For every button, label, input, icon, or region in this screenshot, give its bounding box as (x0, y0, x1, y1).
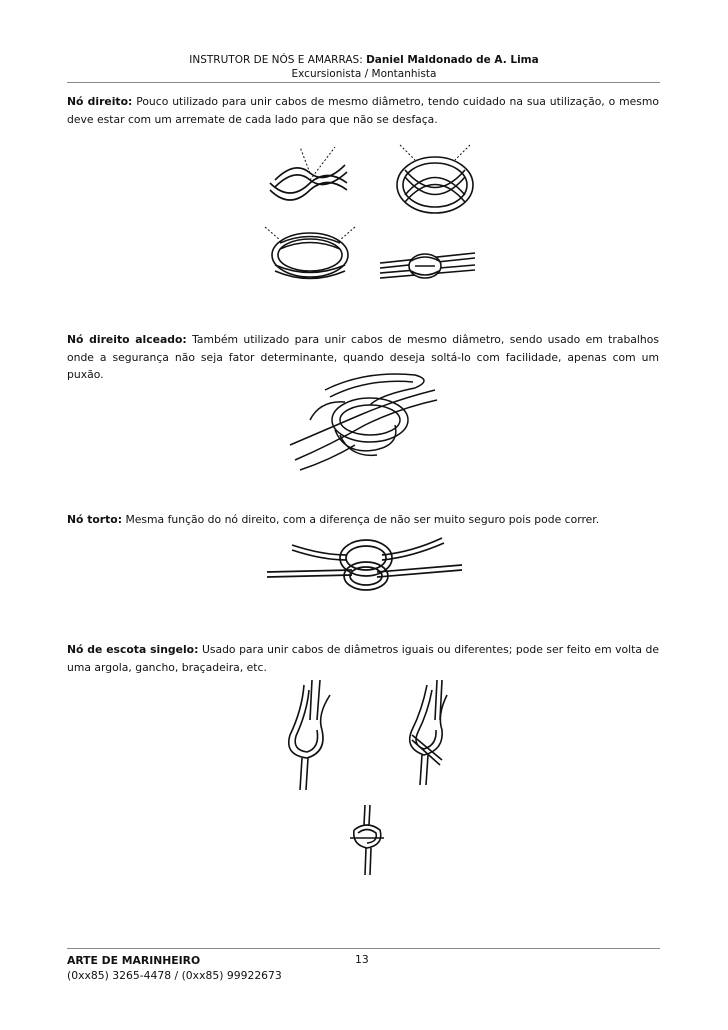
header-prefix: INSTRUTOR DE NÓS E AMARRAS: (189, 54, 363, 66)
section-no-torto (67, 511, 659, 529)
granny-knot-icon (262, 530, 467, 620)
footer-title: ARTE DE MARINHEIRO (67, 954, 201, 967)
footer-phones: (0xx85) 3265-4478 / (0xx85) 99922673 (67, 969, 282, 982)
section-term: Nó direito: (67, 95, 133, 108)
page-number: 13 (355, 953, 369, 966)
page-footer (67, 953, 282, 983)
section-text: Também utilizado para unir cabos de mesmo diâmetro, sendo usado em trabalhos onde a segurança não seja fator determinante, quando deseja soltá-lo com facilidade, apenas com um puxão. (67, 333, 659, 381)
section-no-direito (67, 93, 659, 128)
section-text: Usado para unir cabos de diâmetros iguais ou diferentes; pode ser feito em volta de uma argola, gancho, braçadeira, etc. (67, 643, 659, 674)
section-term: Nó de escota singelo: (67, 643, 199, 656)
section-text: Mesma função do nó direito, com a diferença de não ser muito seguro pois pode correr. (125, 513, 600, 526)
page-header (0, 53, 728, 81)
section-term: Nó torto: (67, 513, 123, 526)
footer-divider (67, 948, 660, 949)
square-knot-icon (255, 135, 485, 295)
header-subtitle: Excursionista / Montanhista (291, 68, 437, 80)
slipped-square-knot-icon (285, 360, 440, 475)
header-author: Daniel Maldonado de A. Lima (366, 54, 539, 66)
section-no-de-escota-singelo (67, 641, 659, 676)
header-divider (67, 82, 660, 83)
section-term: Nó direito alceado: (67, 333, 187, 346)
section-text: Pouco utilizado para unir cabos de mesmo diâmetro, tendo cuidado na sua utilização, o mesmo deve estar com um arremate de cada lado para que não se desfaça. (67, 95, 659, 126)
sheet-bend-icon (272, 680, 472, 880)
